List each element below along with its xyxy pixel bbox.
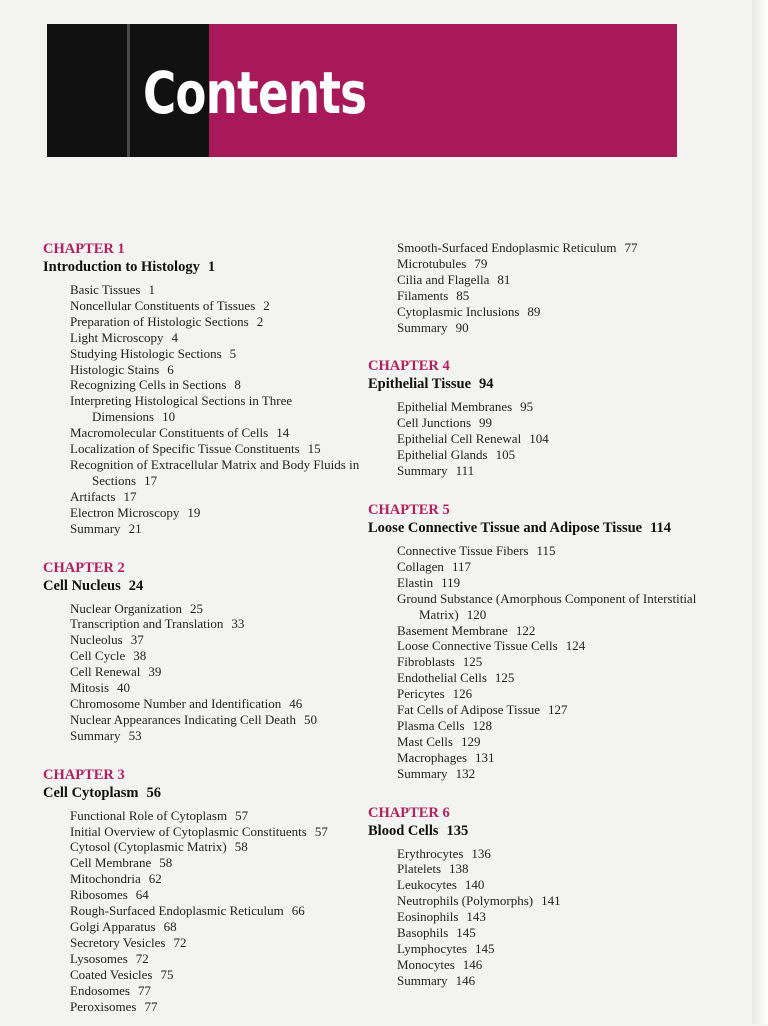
chapter-label: CHAPTER 5 bbox=[368, 501, 450, 518]
toc-entry[interactable] bbox=[397, 399, 698, 415]
toc-entry-page: 72 bbox=[173, 934, 187, 950]
toc-entry-page: 5 bbox=[229, 345, 237, 361]
toc-entry-text: Basic Tissues bbox=[70, 282, 141, 297]
chapter-entry-list bbox=[368, 846, 698, 989]
toc-entry[interactable] bbox=[70, 346, 363, 362]
toc-entry-page: 136 bbox=[471, 845, 491, 861]
toc-entry-text: Golgi Apparatus bbox=[70, 919, 156, 934]
toc-right-column bbox=[368, 240, 698, 1001]
toc-entry-text: Epithelial Glands bbox=[397, 447, 488, 463]
toc-entry-page: 117 bbox=[451, 558, 471, 574]
toc-entry-page: 145 bbox=[456, 925, 476, 941]
toc-entry-text: Pericytes bbox=[397, 686, 445, 702]
toc-entry[interactable] bbox=[70, 521, 363, 537]
toc-entry-text: Fat Cells of Adipose Tissue bbox=[397, 702, 541, 718]
toc-entry-page: 38 bbox=[133, 648, 147, 664]
toc-entry-page: 77 bbox=[144, 998, 158, 1014]
toc-entry-text: Platelets bbox=[397, 861, 442, 877]
right-chapters bbox=[368, 357, 698, 988]
chapter-title-text: Introduction to Histology bbox=[43, 259, 200, 275]
chapter-title-page: 114 bbox=[650, 519, 672, 536]
toc-entry-text: Summary bbox=[70, 520, 121, 536]
toc-entry[interactable] bbox=[397, 702, 698, 718]
toc-entry-page: 146 bbox=[462, 956, 483, 972]
toc-entry-text: Eosinophils bbox=[397, 909, 459, 925]
toc-entry-text: Localization of Specific Tissue Constituents bbox=[70, 441, 300, 457]
toc-entry-page: 128 bbox=[472, 717, 493, 733]
toc-entry-text: Elastin bbox=[397, 574, 434, 590]
toc-entry-text: Fibroblasts bbox=[397, 654, 455, 670]
toc-entry[interactable] bbox=[70, 298, 363, 314]
toc-entry-page: 1 bbox=[148, 282, 155, 297]
chapter-entry-list bbox=[43, 282, 363, 537]
toc-entry[interactable] bbox=[70, 441, 363, 457]
chapter-3-continuation bbox=[368, 240, 698, 335]
toc-entry[interactable] bbox=[70, 887, 363, 903]
toc-entry-text: Coated Vesicles bbox=[70, 966, 153, 982]
toc-entry[interactable] bbox=[70, 601, 363, 617]
toc-entry-page: 62 bbox=[148, 871, 162, 887]
chapter-entry-list bbox=[368, 543, 698, 782]
toc-entry[interactable] bbox=[397, 909, 698, 925]
toc-entry[interactable] bbox=[70, 314, 363, 330]
toc-entry-page: 99 bbox=[479, 415, 493, 431]
toc-entry-text: Erythrocytes bbox=[397, 845, 464, 861]
toc-entry-page: 17 bbox=[123, 488, 137, 504]
toc-entry[interactable] bbox=[70, 489, 363, 505]
toc-entry-text: Electron Microscopy bbox=[70, 504, 180, 520]
chapter-entry-list bbox=[368, 399, 698, 479]
chapter-title[interactable] bbox=[368, 375, 698, 393]
chapter-title[interactable] bbox=[43, 577, 363, 595]
toc-entry[interactable] bbox=[70, 393, 363, 425]
toc-entry[interactable] bbox=[70, 664, 363, 680]
toc-entry[interactable] bbox=[397, 320, 698, 336]
toc-entry[interactable] bbox=[397, 543, 698, 559]
toc-entry[interactable] bbox=[397, 718, 698, 734]
toc-entry-text: Initial Overview of Cytoplasmic Constituents bbox=[70, 823, 307, 839]
toc-entry[interactable] bbox=[70, 330, 363, 346]
toc-entry-page: 77 bbox=[624, 240, 638, 255]
toc-entry[interactable] bbox=[397, 415, 698, 431]
toc-entry-text: Leukocytes bbox=[397, 877, 457, 893]
toc-entry-text: Collagen bbox=[397, 558, 444, 574]
toc-entry-text: Transcription and Translation bbox=[70, 616, 224, 632]
toc-entry[interactable] bbox=[397, 861, 698, 877]
chapter-section bbox=[368, 501, 698, 782]
toc-entry[interactable] bbox=[397, 623, 698, 639]
toc-entry-text: Cilia and Flagella bbox=[397, 271, 490, 287]
toc-entry-text: Nucleolus bbox=[70, 632, 123, 648]
toc-entry[interactable] bbox=[70, 425, 363, 441]
toc-entry[interactable] bbox=[70, 377, 363, 393]
toc-entry-page: 129 bbox=[460, 733, 481, 749]
toc-entry-page: 77 bbox=[137, 982, 151, 998]
toc-entry-text: Basement Membrane bbox=[397, 622, 508, 638]
toc-entry-text: Endothelial Cells bbox=[397, 670, 487, 686]
toc-entry-page: 95 bbox=[520, 399, 534, 415]
chapter-title[interactable] bbox=[368, 822, 698, 840]
toc-entry[interactable] bbox=[70, 616, 363, 632]
toc-entry-text: Chromosome Number and Identification bbox=[70, 695, 282, 711]
toc-entry-text: Ribosomes bbox=[70, 887, 128, 903]
toc-entry[interactable] bbox=[397, 431, 698, 447]
toc-entry[interactable] bbox=[397, 272, 698, 288]
toc-entry-page: 19 bbox=[187, 504, 201, 520]
toc-entry-text: Nuclear Organization bbox=[70, 600, 183, 616]
toc-entry-text: Cell Membrane bbox=[70, 855, 152, 871]
toc-entry[interactable] bbox=[397, 559, 698, 575]
toc-entry-page: 143 bbox=[466, 909, 486, 925]
toc-entry-page: 40 bbox=[117, 680, 131, 696]
toc-entry-page: 125 bbox=[494, 670, 515, 686]
toc-entry-page: 75 bbox=[160, 966, 174, 982]
continuation-entry-list bbox=[368, 240, 698, 335]
toc-entry-page: 2 bbox=[263, 297, 270, 313]
toc-entry-text: Preparation of Histologic Sections bbox=[70, 313, 249, 329]
toc-entry-page: 66 bbox=[291, 903, 305, 919]
toc-entry[interactable] bbox=[70, 712, 363, 728]
chapter-title-page: 1 bbox=[207, 259, 216, 275]
toc-entry-text: Summary bbox=[70, 727, 121, 743]
banner-stripe bbox=[127, 24, 130, 157]
page-title: Contents bbox=[143, 59, 367, 127]
toc-entry[interactable] bbox=[397, 256, 698, 272]
toc-entry-text: Studying Histologic Sections bbox=[70, 345, 222, 361]
toc-entry-page: 50 bbox=[303, 711, 317, 727]
toc-entry-page: 127 bbox=[548, 702, 568, 718]
toc-entry[interactable] bbox=[397, 240, 698, 256]
toc-entry-page: 72 bbox=[135, 950, 149, 966]
toc-entry-text: Loose Connective Tissue Cells bbox=[397, 638, 558, 654]
toc-entry-text: Macrophages bbox=[397, 749, 468, 765]
toc-entry[interactable] bbox=[70, 999, 363, 1015]
toc-entry-page: 10 bbox=[162, 409, 176, 425]
toc-entry-page: 132 bbox=[455, 765, 476, 781]
chapter-title-text: Epithelial Tissue bbox=[368, 376, 472, 393]
toc-entry-text: Lysosomes bbox=[70, 950, 128, 966]
chapter-title[interactable] bbox=[368, 519, 698, 537]
toc-entry[interactable] bbox=[397, 304, 698, 320]
toc-entry-page: 145 bbox=[475, 941, 495, 956]
toc-entry-page: 104 bbox=[529, 431, 549, 447]
toc-entry[interactable] bbox=[397, 925, 698, 941]
toc-entry-page: 140 bbox=[464, 877, 485, 893]
toc-entry-page: 124 bbox=[565, 638, 586, 654]
chapter-entry-list bbox=[43, 808, 363, 1015]
toc-entry-text: Ground Substance (Amorphous Component of Interstitial Matrix) bbox=[397, 590, 697, 622]
toc-entry-text: Cell Cycle bbox=[70, 648, 126, 664]
toc-entry-text: Macromolecular Constituents of Cells bbox=[70, 425, 269, 441]
chapter-title[interactable] bbox=[43, 258, 363, 276]
toc-entry-text: Cell Junctions bbox=[397, 415, 472, 431]
toc-entry-page: 37 bbox=[130, 632, 144, 648]
toc-entry-text: Functional Role of Cytoplasm bbox=[70, 807, 228, 823]
toc-entry[interactable] bbox=[70, 728, 363, 744]
chapter-title[interactable] bbox=[43, 784, 363, 802]
toc-entry[interactable] bbox=[397, 941, 698, 957]
toc-entry-text: Peroxisomes bbox=[70, 998, 137, 1014]
toc-entry-text: Summary bbox=[397, 319, 448, 335]
toc-entry-text: Smooth-Surfaced Endoplasmic Reticulum bbox=[397, 240, 617, 255]
toc-entry-text: Summary bbox=[397, 765, 448, 781]
chapter-title-page: 24 bbox=[128, 577, 144, 594]
toc-entry[interactable] bbox=[397, 447, 698, 463]
toc-entry-text: Microtubules bbox=[397, 255, 467, 271]
toc-entry-page: 111 bbox=[455, 463, 475, 479]
toc-entry-page: 85 bbox=[456, 287, 470, 303]
toc-entry[interactable] bbox=[70, 648, 363, 664]
toc-entry-text: Basophils bbox=[397, 925, 449, 941]
toc-entry-text: Monocytes bbox=[397, 956, 455, 972]
toc-entry-page: 146 bbox=[455, 972, 476, 988]
chapter-label: CHAPTER 4 bbox=[368, 358, 450, 375]
toc-entry-page: 57 bbox=[314, 823, 328, 839]
toc-entry-page: 141 bbox=[541, 893, 561, 909]
toc-entry-page: 122 bbox=[515, 622, 536, 638]
chapter-title-text: Cell Nucleus bbox=[43, 577, 121, 594]
toc-entry-page: 17 bbox=[144, 472, 158, 488]
toc-entry-page: 58 bbox=[159, 855, 173, 871]
chapter-section bbox=[43, 559, 363, 744]
toc-entry-text: Summary bbox=[397, 463, 448, 479]
toc-entry[interactable] bbox=[397, 670, 698, 686]
chapter-section bbox=[368, 357, 698, 479]
toc-entry-text: Cytoplasmic Inclusions bbox=[397, 303, 520, 319]
toc-entry-text: Light Microscopy bbox=[70, 329, 164, 345]
chapter-entry-list bbox=[43, 601, 363, 744]
toc-entry[interactable] bbox=[397, 766, 698, 782]
toc-entry-page: 105 bbox=[495, 447, 516, 463]
toc-entry-text: Cell Renewal bbox=[70, 664, 141, 680]
chapter-title-page: 135 bbox=[446, 822, 469, 839]
toc-entry-page: 6 bbox=[167, 361, 174, 377]
toc-entry[interactable] bbox=[70, 967, 363, 983]
contents-banner bbox=[47, 24, 677, 157]
toc-entry[interactable] bbox=[70, 680, 363, 696]
toc-entry[interactable] bbox=[397, 654, 698, 670]
toc-entry-page: 90 bbox=[455, 319, 469, 335]
toc-entry-text: Secretory Vesicles bbox=[70, 934, 166, 950]
toc-entry-page: 58 bbox=[234, 839, 248, 855]
toc-entry-text: Recognizing Cells in Sections bbox=[70, 377, 227, 393]
toc-left-column bbox=[43, 240, 363, 1026]
chapter-label: CHAPTER 2 bbox=[43, 559, 125, 576]
toc-entry-text: Mitochondria bbox=[70, 871, 141, 887]
toc-entry[interactable] bbox=[397, 288, 698, 304]
toc-entry-page: 138 bbox=[449, 861, 469, 877]
toc-entry-page: 68 bbox=[163, 919, 177, 934]
toc-entry[interactable] bbox=[70, 951, 363, 967]
toc-entry[interactable] bbox=[70, 696, 363, 712]
toc-entry[interactable] bbox=[397, 846, 698, 862]
toc-entry[interactable] bbox=[70, 871, 363, 887]
toc-entry[interactable] bbox=[397, 973, 698, 989]
toc-entry[interactable] bbox=[70, 839, 363, 855]
toc-entry[interactable] bbox=[70, 457, 363, 489]
toc-entry-page: 64 bbox=[135, 887, 149, 903]
toc-entry[interactable] bbox=[70, 505, 363, 521]
toc-entry-text: Noncellular Constituents of Tissues bbox=[70, 297, 256, 313]
toc-entry[interactable] bbox=[397, 750, 698, 766]
chapter-section bbox=[43, 766, 363, 1015]
toc-entry-text: Connective Tissue Fibers bbox=[397, 542, 529, 558]
toc-entry-page: 81 bbox=[497, 271, 511, 287]
chapter-section bbox=[43, 240, 363, 537]
chapter-title-page: 56 bbox=[146, 784, 161, 801]
chapter-title-text: Blood Cells bbox=[368, 822, 439, 839]
chapter-section bbox=[368, 804, 698, 989]
toc-entry-text: Plasma Cells bbox=[397, 717, 465, 733]
toc-entry-page: 39 bbox=[148, 664, 162, 680]
toc-entry[interactable] bbox=[70, 362, 363, 378]
chapter-label: CHAPTER 3 bbox=[43, 766, 125, 783]
toc-entry-page: 126 bbox=[452, 686, 473, 702]
toc-entry-text: Nuclear Appearances Indicating Cell Death bbox=[70, 711, 296, 727]
toc-entry-text: Mast Cells bbox=[397, 733, 453, 749]
toc-entry[interactable] bbox=[397, 957, 698, 973]
toc-entry-text: Epithelial Membranes bbox=[397, 399, 513, 415]
toc-entry[interactable] bbox=[397, 463, 698, 479]
toc-entry-page: 79 bbox=[474, 255, 488, 271]
toc-entry[interactable] bbox=[70, 919, 363, 935]
toc-entry-page: 33 bbox=[231, 616, 245, 632]
toc-entry-text: Rough-Surfaced Endoplasmic Reticulum bbox=[70, 903, 284, 919]
chapter-title-text: Loose Connective Tissue and Adipose Tissue bbox=[368, 519, 643, 536]
toc-entry-page: 2 bbox=[256, 313, 264, 329]
toc-entry-text: Lymphocytes bbox=[397, 941, 468, 956]
toc-entry-text: Mitosis bbox=[70, 680, 110, 696]
chapter-title-page: 94 bbox=[479, 376, 494, 393]
toc-entry[interactable] bbox=[397, 575, 698, 591]
toc-entry-page: 8 bbox=[234, 377, 241, 393]
toc-entry[interactable] bbox=[397, 877, 698, 893]
toc-entry-page: 131 bbox=[475, 749, 495, 765]
toc-entry-text: Endosomes bbox=[70, 982, 130, 998]
toc-entry-text: Cytosol (Cytoplasmic Matrix) bbox=[70, 839, 227, 855]
toc-entry-page: 14 bbox=[276, 425, 290, 441]
toc-entry-text: Epithelial Cell Renewal bbox=[397, 431, 522, 447]
toc-entry-page: 89 bbox=[527, 303, 541, 319]
chapter-label: CHAPTER 1 bbox=[43, 241, 125, 257]
toc-entry[interactable] bbox=[397, 638, 698, 654]
toc-entry[interactable] bbox=[70, 855, 363, 871]
toc-entry-page: 120 bbox=[466, 606, 487, 622]
toc-entry-page: 15 bbox=[307, 441, 321, 457]
toc-entry[interactable] bbox=[70, 903, 363, 919]
toc-entry[interactable] bbox=[70, 282, 363, 298]
toc-entry-text: Artifacts bbox=[70, 488, 116, 504]
toc-entry[interactable] bbox=[70, 935, 363, 951]
toc-entry-text: Neutrophils (Polymorphs) bbox=[397, 893, 534, 909]
toc-entry-page: 57 bbox=[235, 807, 249, 823]
toc-entry-page: 53 bbox=[128, 727, 142, 743]
chapter-label: CHAPTER 6 bbox=[368, 804, 450, 821]
toc-entry-page: 4 bbox=[171, 329, 179, 345]
toc-entry-page: 21 bbox=[128, 520, 142, 536]
toc-entry-text: Summary bbox=[397, 972, 448, 988]
toc-entry-page: 115 bbox=[536, 542, 556, 558]
toc-entry[interactable] bbox=[70, 808, 363, 824]
toc-entry[interactable] bbox=[70, 824, 363, 840]
toc-entry[interactable] bbox=[70, 632, 363, 648]
toc-entry[interactable] bbox=[397, 686, 698, 702]
page-edge bbox=[752, 0, 768, 1024]
toc-entry-page: 46 bbox=[289, 695, 303, 711]
chapter-title-text: Cell Cytoplasm bbox=[43, 784, 139, 801]
toc-entry-text: Filaments bbox=[397, 287, 449, 303]
toc-entry[interactable] bbox=[397, 591, 698, 623]
toc-entry-page: 119 bbox=[441, 574, 461, 590]
toc-entry-text: Interpreting Histological Sections in Three Dimensions bbox=[70, 393, 293, 425]
toc-entry-text: Histologic Stains bbox=[70, 361, 160, 377]
toc-entry[interactable] bbox=[397, 893, 698, 909]
toc-entry-page: 25 bbox=[190, 600, 204, 616]
toc-entry[interactable] bbox=[70, 983, 363, 999]
toc-entry-page: 125 bbox=[462, 654, 483, 670]
toc-entry-text: Recognition of Extracellular Matrix and Body Fluids in Sections bbox=[70, 456, 360, 488]
toc-entry[interactable] bbox=[397, 734, 698, 750]
